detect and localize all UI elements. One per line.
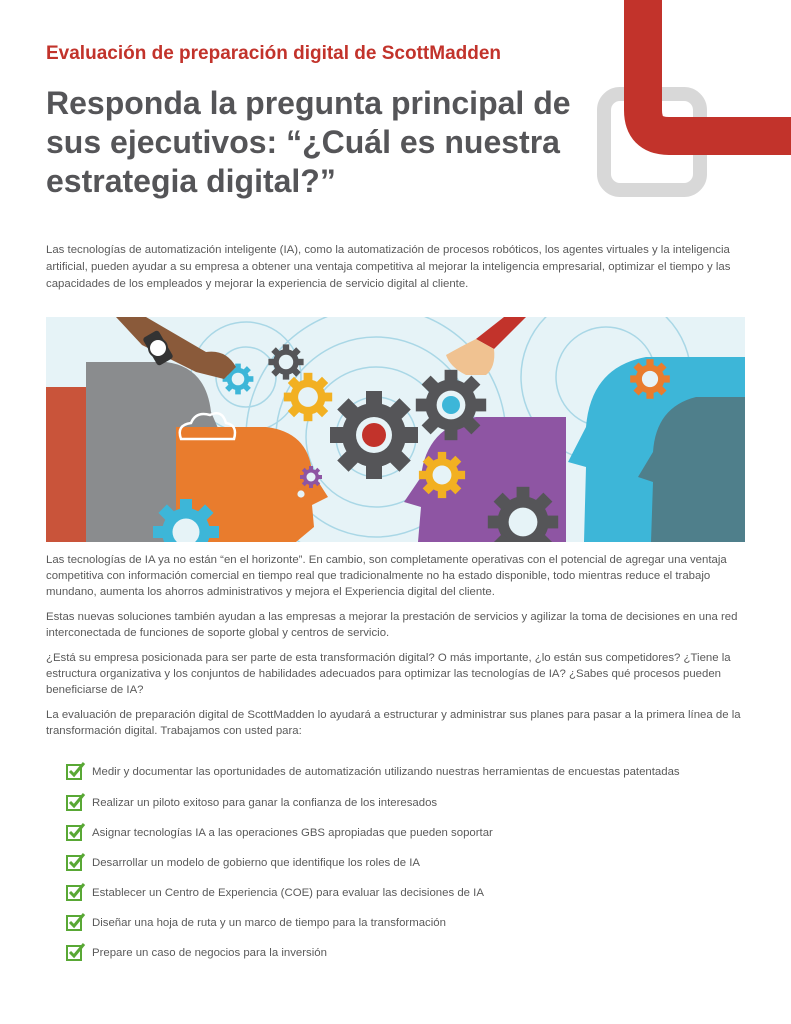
body-paragraph: La evaluación de preparación digital de ScottMadden lo ayudará a estructurar y administrar sus planes para pasar a la primera línea de la transformación digital. Trabajamos con usted para: <box>46 709 741 737</box>
list-item-text: Realizar un piloto exitoso para ganar la confianza de los interesados <box>92 797 438 809</box>
hero-illustration-art <box>46 317 745 542</box>
service-checklist <box>66 764 746 961</box>
list-item <box>66 795 746 811</box>
list-item <box>66 855 746 871</box>
list-item <box>66 825 746 841</box>
check-icon <box>66 913 86 931</box>
list-item <box>66 945 746 961</box>
body-paragraph: Las tecnologías de IA ya no están “en el horizonte”. En cambio, son completamente operativas con el potencial de agregar una ventaja competitiva con información comercial en tiempo real que tradicionalmente no ha estado disponible, todo mientras reduce el trabajo mundano, aumenta los ahorros administrativos y mejora el Experiencia digital del cliente. <box>46 554 727 598</box>
intro-paragraph: Las tecnologías de automatización inteligente (IA), como la automatización de procesos robóticos, los agentes virtuales y la inteligencia artificial, pueden ayudar a su empresa a obtener una ventaja competitiva al mejorar la inteligencia empresarial, optimizar el tiempo y las capacidades de los empleados y mejorar la experiencia de servicio digital al cliente. <box>46 244 731 290</box>
hero-illustration <box>46 317 745 542</box>
body-text <box>46 552 746 748</box>
check-icon <box>66 762 86 780</box>
check-icon <box>66 883 86 901</box>
list-item-text: Establecer un Centro de Experiencia (COE) para evaluar las decisiones de IA <box>92 887 484 899</box>
list-item <box>66 885 746 901</box>
check-icon <box>66 943 86 961</box>
list-item <box>66 764 746 780</box>
list-item-text: Desarrollar un modelo de gobierno que identifique los roles de IA <box>92 857 420 869</box>
eyebrow-title: Evaluación de preparación digital de ScottMadden <box>46 43 502 64</box>
list-item-text: Prepare un caso de negocios para la inversión <box>92 947 327 959</box>
check-icon <box>66 823 86 841</box>
body-paragraph: ¿Está su empresa posicionada para ser parte de esta transformación digital? O más importante, ¿lo están sus competidores? ¿Tiene la estructura organizativa y los conjuntos de habilidades adecuados para optimizar las tecnologías de IA? ¿Sabes qué procesos pueden beneficiarse de IA? <box>46 652 731 696</box>
list-item <box>66 915 746 931</box>
list-item-text: Medir y documentar las oportunidades de automatización utilizando nuestras herramientas de encuestas patentadas <box>92 766 680 778</box>
body-paragraph: Estas nuevas soluciones también ayudan a las empresas a mejorar la prestación de servicios y agilizar la toma de decisiones en una red interconectada de funciones de soporte global y centros de servicio. <box>46 611 738 639</box>
check-icon <box>66 853 86 871</box>
list-item-text: Diseñar una hoja de ruta y un marco de tiempo para la transformación <box>92 917 446 929</box>
headline: Responda la pregunta principal de sus ejecutivos: “¿Cuál es nuestra estrategia digital?” <box>46 85 571 199</box>
check-icon <box>66 793 86 811</box>
list-item-text: Asignar tecnologías IA a las operaciones GBS apropiadas que pueden soportar <box>92 827 493 839</box>
